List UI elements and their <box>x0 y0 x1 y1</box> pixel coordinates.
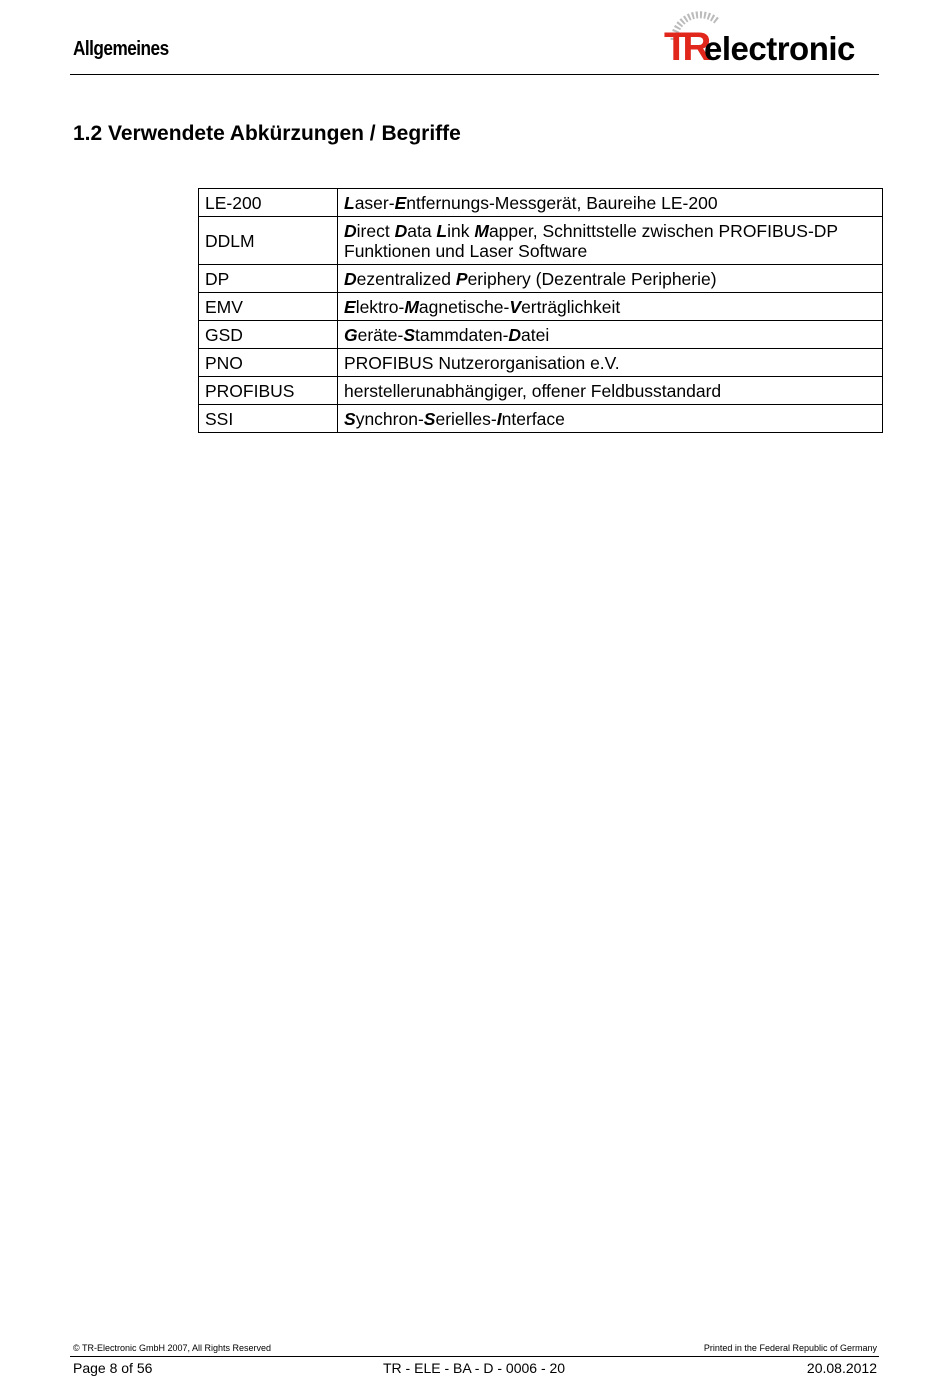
meaning-segment: ezentralized <box>356 269 456 289</box>
table-row <box>199 349 883 377</box>
meaning-segment: D <box>344 269 357 289</box>
meaning-segment: eriphery (Dezentrale Peripherie) <box>467 269 717 289</box>
abbreviation-meaning <box>338 321 883 349</box>
meaning-segment: ntfernungs-Messgerät, Baureihe LE-200 <box>406 193 718 213</box>
meaning-segment: nterface <box>501 409 565 429</box>
abbreviation-meaning <box>338 377 883 405</box>
table-row <box>199 293 883 321</box>
abbreviation-meaning <box>338 293 883 321</box>
abbreviation-term: GSD <box>199 321 338 349</box>
abbreviation-term: DP <box>199 265 338 293</box>
abbreviation-meaning <box>338 265 883 293</box>
meaning-segment: atei <box>521 325 550 345</box>
meaning-segment: M <box>474 221 489 241</box>
meaning-segment: L <box>344 193 355 213</box>
meaning-segment: I <box>496 409 502 429</box>
section-heading: 1.2 Verwendete Abkürzungen / Begriffe <box>73 122 461 145</box>
meaning-segment: D <box>394 221 408 241</box>
meaning-segment: irect <box>356 221 395 241</box>
meaning-segment: eräte- <box>357 325 404 345</box>
abbreviation-term: DDLM <box>199 217 338 265</box>
meaning-segment: PROFIBUS Nutzerorganisation e.V. <box>344 353 620 373</box>
meaning-segment: tammdaten- <box>415 325 509 345</box>
header-section-title: Allgemeines <box>73 38 169 60</box>
table-row <box>199 405 883 433</box>
tr-electronic-logo <box>660 10 880 65</box>
abbreviation-meaning <box>338 349 883 377</box>
footer-copyright: © TR-Electronic GmbH 2007, All Rights Reserved <box>73 1343 272 1353</box>
meaning-segment: L <box>436 221 448 241</box>
meaning-segment: herstellerunabhängiger, offener Feldbusstandard <box>344 381 722 401</box>
meaning-segment: S <box>344 409 356 429</box>
abbreviation-term: LE-200 <box>199 189 338 217</box>
meaning-segment: E <box>344 297 356 317</box>
footer-page-number: Page 8 of 56 <box>73 1360 153 1376</box>
table-row <box>199 265 883 293</box>
meaning-segment: ink <box>447 221 475 241</box>
meaning-segment: S <box>423 409 436 429</box>
meaning-segment: ynchron- <box>355 409 424 429</box>
table-row <box>199 217 883 265</box>
meaning-segment: M <box>404 297 419 317</box>
footer-document-id: TR - ELE - BA - D - 0006 - 20 <box>383 1360 566 1376</box>
table-row <box>199 377 883 405</box>
table-row <box>199 321 883 349</box>
abbreviation-term: SSI <box>199 405 338 433</box>
meaning-segment: erträglichkeit <box>521 297 621 317</box>
meaning-segment: erielles- <box>435 409 497 429</box>
meaning-segment: G <box>344 325 358 345</box>
meaning-segment: aser- <box>354 193 395 213</box>
header-divider <box>70 74 879 75</box>
abbreviation-meaning <box>338 405 883 433</box>
footer-date: 20.08.2012 <box>806 1360 877 1376</box>
meaning-segment: ata <box>407 221 437 241</box>
meaning-segment: V <box>509 297 522 317</box>
abbreviation-term: PNO <box>199 349 338 377</box>
meaning-segment: D <box>508 325 522 345</box>
meaning-segment: agnetische- <box>418 297 510 317</box>
meaning-segment: D <box>344 221 357 241</box>
logo-wordmark: electronic <box>704 30 855 65</box>
meaning-segment: P <box>455 269 468 289</box>
abbreviation-meaning <box>338 189 883 217</box>
abbreviation-term: EMV <box>199 293 338 321</box>
meaning-segment: apper, Schnittstelle zwischen PROFIBUS-DP Funktionen und Laser Software <box>344 221 838 261</box>
table-row <box>199 189 883 217</box>
logo-letters: TR <box>664 25 706 65</box>
meaning-segment: E <box>394 193 407 213</box>
abbreviation-term: PROFIBUS <box>199 377 338 405</box>
footer-divider <box>70 1356 879 1357</box>
abbreviations-table <box>198 188 883 433</box>
abbreviation-meaning <box>338 217 883 265</box>
meaning-segment: S <box>403 325 416 345</box>
meaning-segment: lektro- <box>355 297 405 317</box>
footer-printed-note: Printed in the Federal Republic of Germany <box>703 1343 877 1353</box>
